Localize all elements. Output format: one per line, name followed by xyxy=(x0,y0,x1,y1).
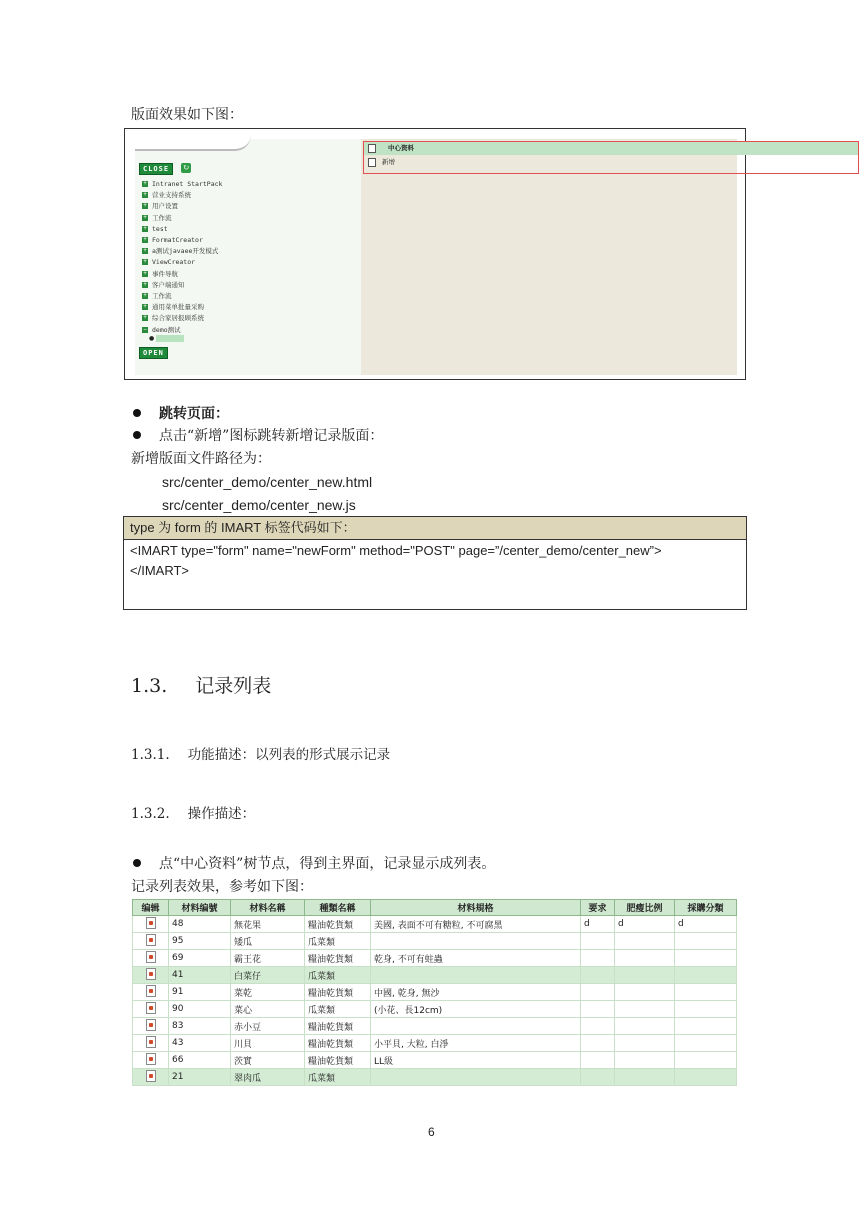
expand-icon[interactable]: + xyxy=(143,180,147,187)
expand-icon[interactable]: + xyxy=(143,269,147,277)
edit-icon[interactable] xyxy=(146,934,156,946)
tree-item[interactable] xyxy=(142,201,178,212)
table-cell xyxy=(615,1035,675,1052)
table-cell: 21 xyxy=(169,1069,231,1086)
edit-cell[interactable] xyxy=(133,916,169,933)
table-cell xyxy=(675,1001,737,1018)
table-cell xyxy=(371,1069,581,1086)
edit-cell[interactable] xyxy=(133,1001,169,1018)
table-cell xyxy=(615,950,675,967)
table-header-cell[interactable]: 材料規格 xyxy=(371,900,581,916)
edit-icon[interactable] xyxy=(146,968,156,980)
tree-item[interactable] xyxy=(142,257,195,268)
edit-icon[interactable] xyxy=(146,1036,156,1048)
table-cell xyxy=(675,1035,737,1052)
table-cell: 無花果 xyxy=(231,916,305,933)
table-row[interactable] xyxy=(133,916,737,933)
table-row[interactable] xyxy=(133,1018,737,1035)
table-intro: 记录列表效果，参考如下图： xyxy=(131,879,313,895)
tab-decoration xyxy=(135,135,251,151)
table-row[interactable] xyxy=(133,1069,737,1086)
tree-item-label: 综合家居报顾系统 xyxy=(152,314,204,323)
table-cell: LL級 xyxy=(371,1052,581,1069)
expand-icon[interactable]: + xyxy=(143,202,147,210)
code-box xyxy=(123,516,747,610)
edit-cell[interactable] xyxy=(133,933,169,950)
table-cell xyxy=(675,1052,737,1069)
table-cell: 糧油乾貨類 xyxy=(305,1018,371,1035)
edit-icon[interactable] xyxy=(146,951,156,963)
table-cell xyxy=(371,933,581,950)
path-js: src/center_demo/center_new.js xyxy=(162,497,356,513)
table-cell xyxy=(675,1018,737,1035)
bullet-dot xyxy=(133,859,141,867)
expand-icon[interactable]: + xyxy=(143,191,147,199)
expand-icon[interactable]: + xyxy=(143,303,147,311)
table-row[interactable] xyxy=(133,933,737,950)
table-cell xyxy=(615,1018,675,1035)
table-cell: 43 xyxy=(169,1035,231,1052)
table-row[interactable] xyxy=(133,950,737,967)
edit-icon[interactable] xyxy=(146,1019,156,1031)
table-cell xyxy=(371,1018,581,1035)
bullet-tree-node: 点“中心资料”树节点，得到主界面，记录显示成列表。 xyxy=(133,855,495,873)
subsection-1: 1.3.1. 功能描述：以列表的形式展示记录 xyxy=(131,747,391,763)
table-cell: 白菜仔 xyxy=(231,967,305,984)
code-box-header: type 为 form 的 IMART 标签代码如下： xyxy=(124,517,746,540)
table-cell: 90 xyxy=(169,1001,231,1018)
layout-screenshot xyxy=(124,128,746,380)
table-header-cell[interactable]: 採購分類 xyxy=(675,900,737,916)
table-cell: 矮瓜 xyxy=(231,933,305,950)
tree-item-label: test xyxy=(152,224,168,233)
table-row[interactable] xyxy=(133,967,737,984)
edit-icon[interactable] xyxy=(146,1070,156,1082)
table-cell: 赤小豆 xyxy=(231,1018,305,1035)
table-cell xyxy=(371,967,581,984)
tree-item[interactable] xyxy=(142,313,204,324)
table-row[interactable] xyxy=(133,1001,737,1018)
table-cell: d xyxy=(581,916,615,933)
tree-item-label: Intranet StartPack xyxy=(152,180,223,188)
table-cell xyxy=(675,1069,737,1086)
table-cell xyxy=(675,984,737,1001)
table-cell xyxy=(581,1069,615,1086)
section-heading: 1.3. 记录列表 xyxy=(131,675,272,697)
close-button[interactable]: CLOSE xyxy=(139,163,173,175)
expand-icon[interactable]: + xyxy=(143,292,147,299)
table-cell: 小平貝, 大粒, 白淨 xyxy=(371,1035,581,1052)
code-line-1: <IMART type="form" name="newForm" method="POST" page=”/center_demo/center_new”> xyxy=(130,543,662,558)
table-cell: 翠肉瓜 xyxy=(231,1069,305,1086)
tree-item-label: ViewCreator xyxy=(152,258,196,267)
tree-item[interactable] xyxy=(142,190,191,201)
expand-icon[interactable]: + xyxy=(143,224,147,232)
table-cell xyxy=(675,967,737,984)
table-cell: 91 xyxy=(169,984,231,1001)
tree-item[interactable] xyxy=(142,269,178,280)
bullet-jump: 跳转页面： xyxy=(133,404,229,423)
edit-icon[interactable] xyxy=(146,1053,156,1065)
table-cell: 95 xyxy=(169,933,231,950)
tree-item-label: 用户设置 xyxy=(152,202,178,211)
tree-item-label: 工作流 xyxy=(152,292,172,300)
tree-sub-item[interactable]: ● 中心资料 xyxy=(149,335,183,342)
table-cell: 糧油乾貨類 xyxy=(305,984,371,1001)
expand-icon[interactable]: + xyxy=(143,236,147,243)
edit-icon[interactable] xyxy=(146,985,156,997)
tree-item[interactable] xyxy=(142,235,203,246)
table-cell: 中國, 乾身, 無沙 xyxy=(371,984,581,1001)
table-cell xyxy=(581,950,615,967)
tree-item[interactable] xyxy=(142,213,172,224)
expand-icon[interactable]: + xyxy=(143,247,147,255)
bullet-click: 点击“新增”图标跳转新增记录版面： xyxy=(133,427,383,445)
edit-cell[interactable] xyxy=(133,984,169,1001)
edit-cell[interactable] xyxy=(133,950,169,967)
table-cell: 瓜菜類 xyxy=(305,1069,371,1086)
tree-item-label: demo测试 xyxy=(152,325,181,334)
new-record-row[interactable]: 新增 xyxy=(364,156,858,169)
table-cell: 茨實 xyxy=(231,1052,305,1069)
table-cell: 瓜菜類 xyxy=(305,933,371,950)
open-button[interactable]: OPEN xyxy=(139,347,168,359)
expand-icon[interactable]: + xyxy=(143,258,147,266)
table-cell xyxy=(581,1001,615,1018)
edit-icon[interactable] xyxy=(146,917,156,929)
tree-item-label: a测试javaee开发模式 xyxy=(152,247,219,256)
edit-cell[interactable] xyxy=(133,1035,169,1052)
table-cell xyxy=(675,933,737,950)
table-cell: 48 xyxy=(169,916,231,933)
collapse-icon[interactable]: − xyxy=(143,325,147,333)
table-row[interactable] xyxy=(133,984,737,1001)
tree-item-label: 事件导航 xyxy=(152,269,178,278)
table-cell xyxy=(581,967,615,984)
tree-item[interactable] xyxy=(142,291,172,302)
table-cell: 糧油乾貨類 xyxy=(305,950,371,967)
path-intro: 新增版面文件路径为： xyxy=(131,451,271,467)
tree-item[interactable] xyxy=(142,224,168,235)
page-number: 6 xyxy=(428,1125,435,1139)
table-cell xyxy=(615,1069,675,1086)
expand-icon[interactable]: + xyxy=(143,213,147,221)
table-cell: 糧油乾貨類 xyxy=(305,1035,371,1052)
table-cell xyxy=(581,1018,615,1035)
table-cell: 69 xyxy=(169,950,231,967)
tree-item-label: 工作流 xyxy=(152,213,172,222)
table-row[interactable] xyxy=(133,1052,737,1069)
intro-text: 版面效果如下图： xyxy=(131,107,243,123)
folder-icon xyxy=(368,144,376,153)
edit-cell[interactable] xyxy=(133,1052,169,1069)
table-cell xyxy=(581,1052,615,1069)
table-cell xyxy=(675,950,737,967)
table-cell: 霸王花 xyxy=(231,950,305,967)
table-cell xyxy=(581,984,615,1001)
table-header-cell[interactable]: 要求 xyxy=(581,900,615,916)
tree-item[interactable] xyxy=(142,179,222,190)
refresh-icon[interactable]: ↻ xyxy=(182,163,190,172)
edit-cell[interactable] xyxy=(133,967,169,984)
subsection-2: 1.3.2. 操作描述： xyxy=(131,806,256,822)
table-cell: 41 xyxy=(169,967,231,984)
content-highlight-box xyxy=(363,141,859,174)
tree-item-label: FormatCreator xyxy=(152,236,203,244)
table-cell xyxy=(615,984,675,1001)
content-title-row: 中心资料 xyxy=(364,142,858,155)
table-cell: (小花、長12cm) xyxy=(371,1001,581,1018)
tree-item[interactable] xyxy=(142,246,218,257)
tree-item-label: 通用菜单批量采购 xyxy=(152,303,204,312)
table-cell xyxy=(581,933,615,950)
path-html: src/center_demo/center_new.html xyxy=(162,474,373,490)
table-cell: 菜心 xyxy=(231,1001,305,1018)
table-header-cell[interactable]: 材料名稱 xyxy=(231,900,305,916)
table-cell: 川貝 xyxy=(231,1035,305,1052)
tree-item-label: 营业支持系统 xyxy=(152,191,191,200)
table-cell: 瓜菜類 xyxy=(305,1001,371,1018)
table-cell: 糧油乾貨類 xyxy=(305,1052,371,1069)
tree-item-label: 客户端通知 xyxy=(152,280,185,289)
bullet-dot xyxy=(133,431,141,439)
table-cell xyxy=(615,1001,675,1018)
edit-icon[interactable] xyxy=(146,1002,156,1014)
table-row[interactable] xyxy=(133,1035,737,1052)
table-cell xyxy=(615,1052,675,1069)
table-header-cell[interactable]: 材料编號 xyxy=(169,900,231,916)
table-header-cell[interactable]: 種類名稱 xyxy=(305,900,371,916)
left-tree-panel xyxy=(135,139,361,375)
edit-cell[interactable] xyxy=(133,1069,169,1086)
bullet-dot xyxy=(133,409,141,417)
table-cell: d xyxy=(675,916,737,933)
table-cell xyxy=(581,1035,615,1052)
table-header-cell[interactable]: 肥瘦比例 xyxy=(615,900,675,916)
table-header-cell[interactable]: 编辑 xyxy=(133,900,169,916)
code-line-2: </IMART> xyxy=(130,563,190,578)
table-cell: 糧油乾貨類 xyxy=(305,916,371,933)
new-doc-icon[interactable] xyxy=(368,158,376,167)
table-cell: 乾身, 不可有蛀蟲 xyxy=(371,950,581,967)
table-cell xyxy=(615,933,675,950)
table-cell xyxy=(615,967,675,984)
edit-cell[interactable] xyxy=(133,1018,169,1035)
table-cell: 66 xyxy=(169,1052,231,1069)
table-cell: d xyxy=(615,916,675,933)
tree-item[interactable] xyxy=(142,280,185,291)
right-content-panel xyxy=(361,139,737,375)
expand-icon[interactable]: + xyxy=(143,280,147,288)
expand-icon[interactable]: + xyxy=(143,314,147,322)
table-cell: 瓜菜類 xyxy=(305,967,371,984)
table-cell: 菜乾 xyxy=(231,984,305,1001)
table-cell: 美國, 表面不可有糖粒, 不可腐黑 xyxy=(371,916,581,933)
tree-item[interactable] xyxy=(142,302,204,313)
table-cell: 83 xyxy=(169,1018,231,1035)
record-list-table xyxy=(132,899,737,1086)
